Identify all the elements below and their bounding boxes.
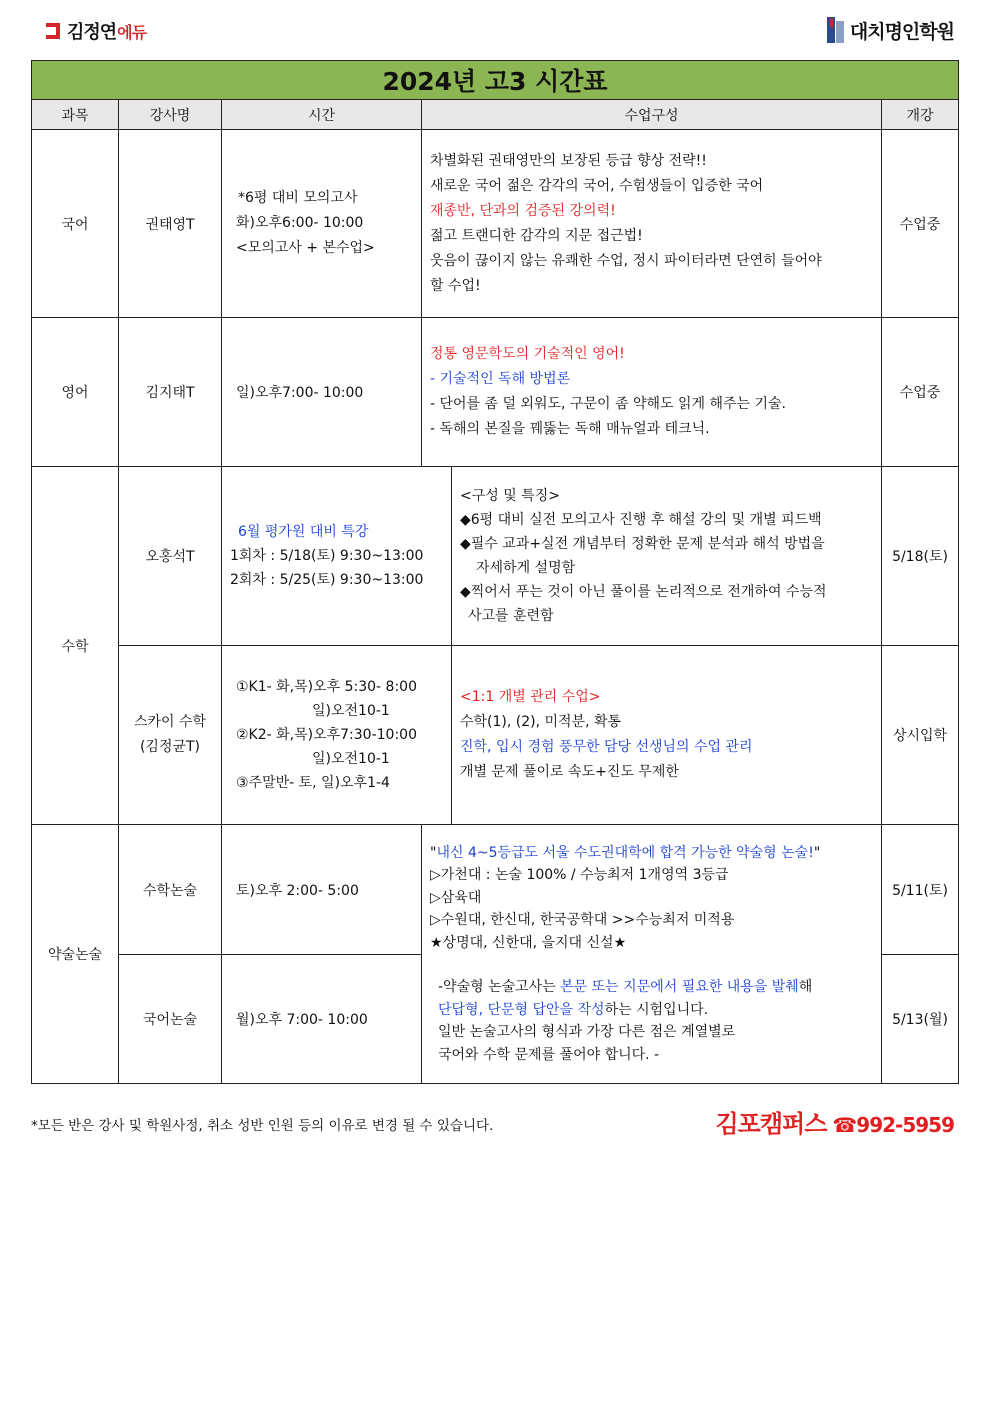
content-line-highlight: <1:1 개별 관리 수업> [460,689,601,705]
table-row-essay-1 [32,825,959,955]
col-start: 개강 [882,100,959,130]
time-essay-1: 토)오후 2:00- 5:00 [222,825,422,955]
teacher-line: (김정균T) [139,739,201,755]
table-row-math-2 [32,646,959,825]
content-text: 해 [798,979,813,996]
content-line: ▷수원대, 한신대, 한국공학대 >>수능최저 미적용 [430,912,735,929]
content-line-highlight: - 기술적인 독해 방법론 [430,371,571,387]
phone-number: ☎992-5959 [832,1113,954,1137]
start-math-1: 5/18(토) [882,467,959,646]
content-line: - 단어를 좀 덜 외워도, 구문이 좀 약해도 읽게 해주는 기술. [430,396,786,412]
content-line: ▷가천대 : 논술 100% / 수능최저 1개영역 3등급 [430,867,729,884]
content-line: 웃음이 끊이지 않는 유쾌한 수업, 정시 파이터라면 단연히 들어야 [430,252,822,269]
time-line: ②K2- 화,목)오후7:30-10:00 [236,727,417,743]
content-math-1 [452,467,882,646]
daechi-academy-logo [827,16,954,44]
subject-math: 수학 [32,467,119,825]
start-korean: 수업중 [882,130,959,318]
col-subject: 과목 [32,100,119,130]
col-time: 시간 [222,100,422,130]
start-essay-2: 5/13(월) [882,955,959,1084]
teacher-line: 스카이 수학 [133,714,207,730]
content-line: 수학(1), (2), 미적분, 확통 [460,714,622,730]
timetable [31,60,959,1084]
column-header-row [32,100,959,130]
start-essay-1: 5/11(토) [882,825,959,955]
content-highlight: 에 합격 가능한 약술형 논술! [641,844,814,861]
content-line: <구성 및 특징> [460,488,560,504]
logo-left-suffix: 에듀 [117,22,147,42]
content-text: -약술형 논술고사는 [438,979,561,996]
start-math-2: 상시입학 [882,646,959,825]
content-line [430,842,873,865]
time-line: <모의고사 + 본수업> [236,240,375,256]
time-math-1 [222,467,452,646]
content-line [430,976,873,999]
content-line-highlight: 정통 영문학도의 기술적인 영어! [430,346,625,362]
quote-mark: " [430,844,437,861]
content-line: 할 수업! [430,277,481,294]
table-row-math-1 [32,467,959,646]
time-line: 1회차 : 5/18(토) 9:30~13:00 [230,548,424,564]
teacher-math-1: 오홍석T [119,467,222,646]
content-highlight: 내신 4~5등급도 서울 수도권대학 [436,844,642,861]
logo-left-name: 김정연 [67,22,117,43]
content-line: 젊고 트랜디한 감각의 지문 접근법! [430,227,643,244]
teacher-essay-2: 국어논술 [119,955,222,1084]
time-korean [222,130,422,318]
logo-mark-icon [46,21,64,41]
content-line: 개별 문제 풀이로 속도+진도 무제한 [460,764,679,780]
time-line: 일)오전10-1 [312,751,390,767]
subject-korean: 국어 [32,130,119,318]
col-teacher: 강사명 [119,100,222,130]
time-line: 일)오전10-1 [312,703,390,719]
content-line: ◆찍어서 푸는 것이 아닌 풀이를 논리적으로 전개하여 수능적 [460,584,827,600]
content-line: 일반 논술고사의 형식과 가장 다른 점은 계열별로 [438,1024,736,1041]
time-math-2 [222,646,452,825]
content-line: 새로운 국어 젊은 감각의 국어, 수험생들이 입증한 국어 [430,177,764,194]
time-line: *6평 대비 모의고사 [238,190,358,206]
content-line: - 독해의 본질을 꿰뚫는 독해 매뉴얼과 테크닉. [430,421,710,437]
content-essay [422,825,882,1084]
teacher-korean: 권태영T [119,130,222,318]
page-title: 2024년 고3 시간표 [32,61,959,100]
col-content: 수업구성 [422,100,882,130]
content-line: 차별화된 권태영만의 보장된 등급 향상 전략!! [430,152,707,169]
time-line: ①K1- 화,목)오후 5:30- 8:00 [236,679,417,695]
content-line-highlight: 진학, 입시 경험 풍무한 담당 선생님의 수업 관리 [460,739,753,755]
subject-english: 영어 [32,318,119,467]
content-line [430,999,873,1022]
time-essay-2: 월)오후 7:00- 10:00 [222,955,422,1084]
content-line: 자세하게 설명함 [476,560,576,576]
content-highlight: 본문 또는 지문에서 필요한 내용을 발췌 [560,979,799,996]
content-highlight: 단답형, 단문형 답안을 작성 [438,1001,605,1018]
time-line: ③주말반- 토, 일)오후1-4 [236,775,390,791]
academy-emblem-icon [827,17,845,43]
kimjungyeon-edu-logo [46,18,146,44]
teacher-math-2 [119,646,222,825]
time-line: 2회차 : 5/25(토) 9:30~13:00 [230,572,424,588]
teacher-english: 김지태T [119,318,222,467]
content-korean [422,130,882,318]
subject-essay: 약술논술 [32,825,119,1084]
footer-note: *모든 반은 강사 및 학원사정, 취소 성반 인원 등의 이유로 변경 될 수 있습니다. [31,1118,494,1134]
content-line: ◆6평 대비 실전 모의고사 진행 후 해설 강의 및 개별 피드백 [460,512,822,528]
table-row-english [32,318,959,467]
time-english: 일)오후7:00- 10:00 [222,318,422,467]
content-line: 국어와 수학 문제를 풀어야 합니다. - [438,1046,660,1063]
content-line: ★상명대, 신한대, 을지대 신설★ [430,934,627,951]
teacher-essay-1: 수학논술 [119,825,222,955]
logo-right-name: 대치명인학원 [849,20,954,43]
content-line: ▷삼육대 [430,889,482,906]
content-text: 하는 시험입니다. [604,1001,709,1018]
time-line: 화)오후6:00- 10:00 [236,215,364,231]
content-math-2 [452,646,882,825]
content-line: ◆필수 교과+실전 개념부터 정확한 문제 분석과 해석 방법을 [460,536,825,552]
campus-name: 김포캠퍼스 [715,1110,827,1138]
content-english [422,318,882,467]
table-row-korean [32,130,959,318]
campus-contact [715,1104,954,1139]
quote-mark: " [813,844,821,861]
content-line: 사고를 훈련함 [468,608,554,624]
content-line-highlight: 재종반, 단과의 검증된 강의력! [430,202,616,219]
time-line-highlight: 6월 평가원 대비 특강 [238,524,369,540]
start-english: 수업중 [882,318,959,467]
